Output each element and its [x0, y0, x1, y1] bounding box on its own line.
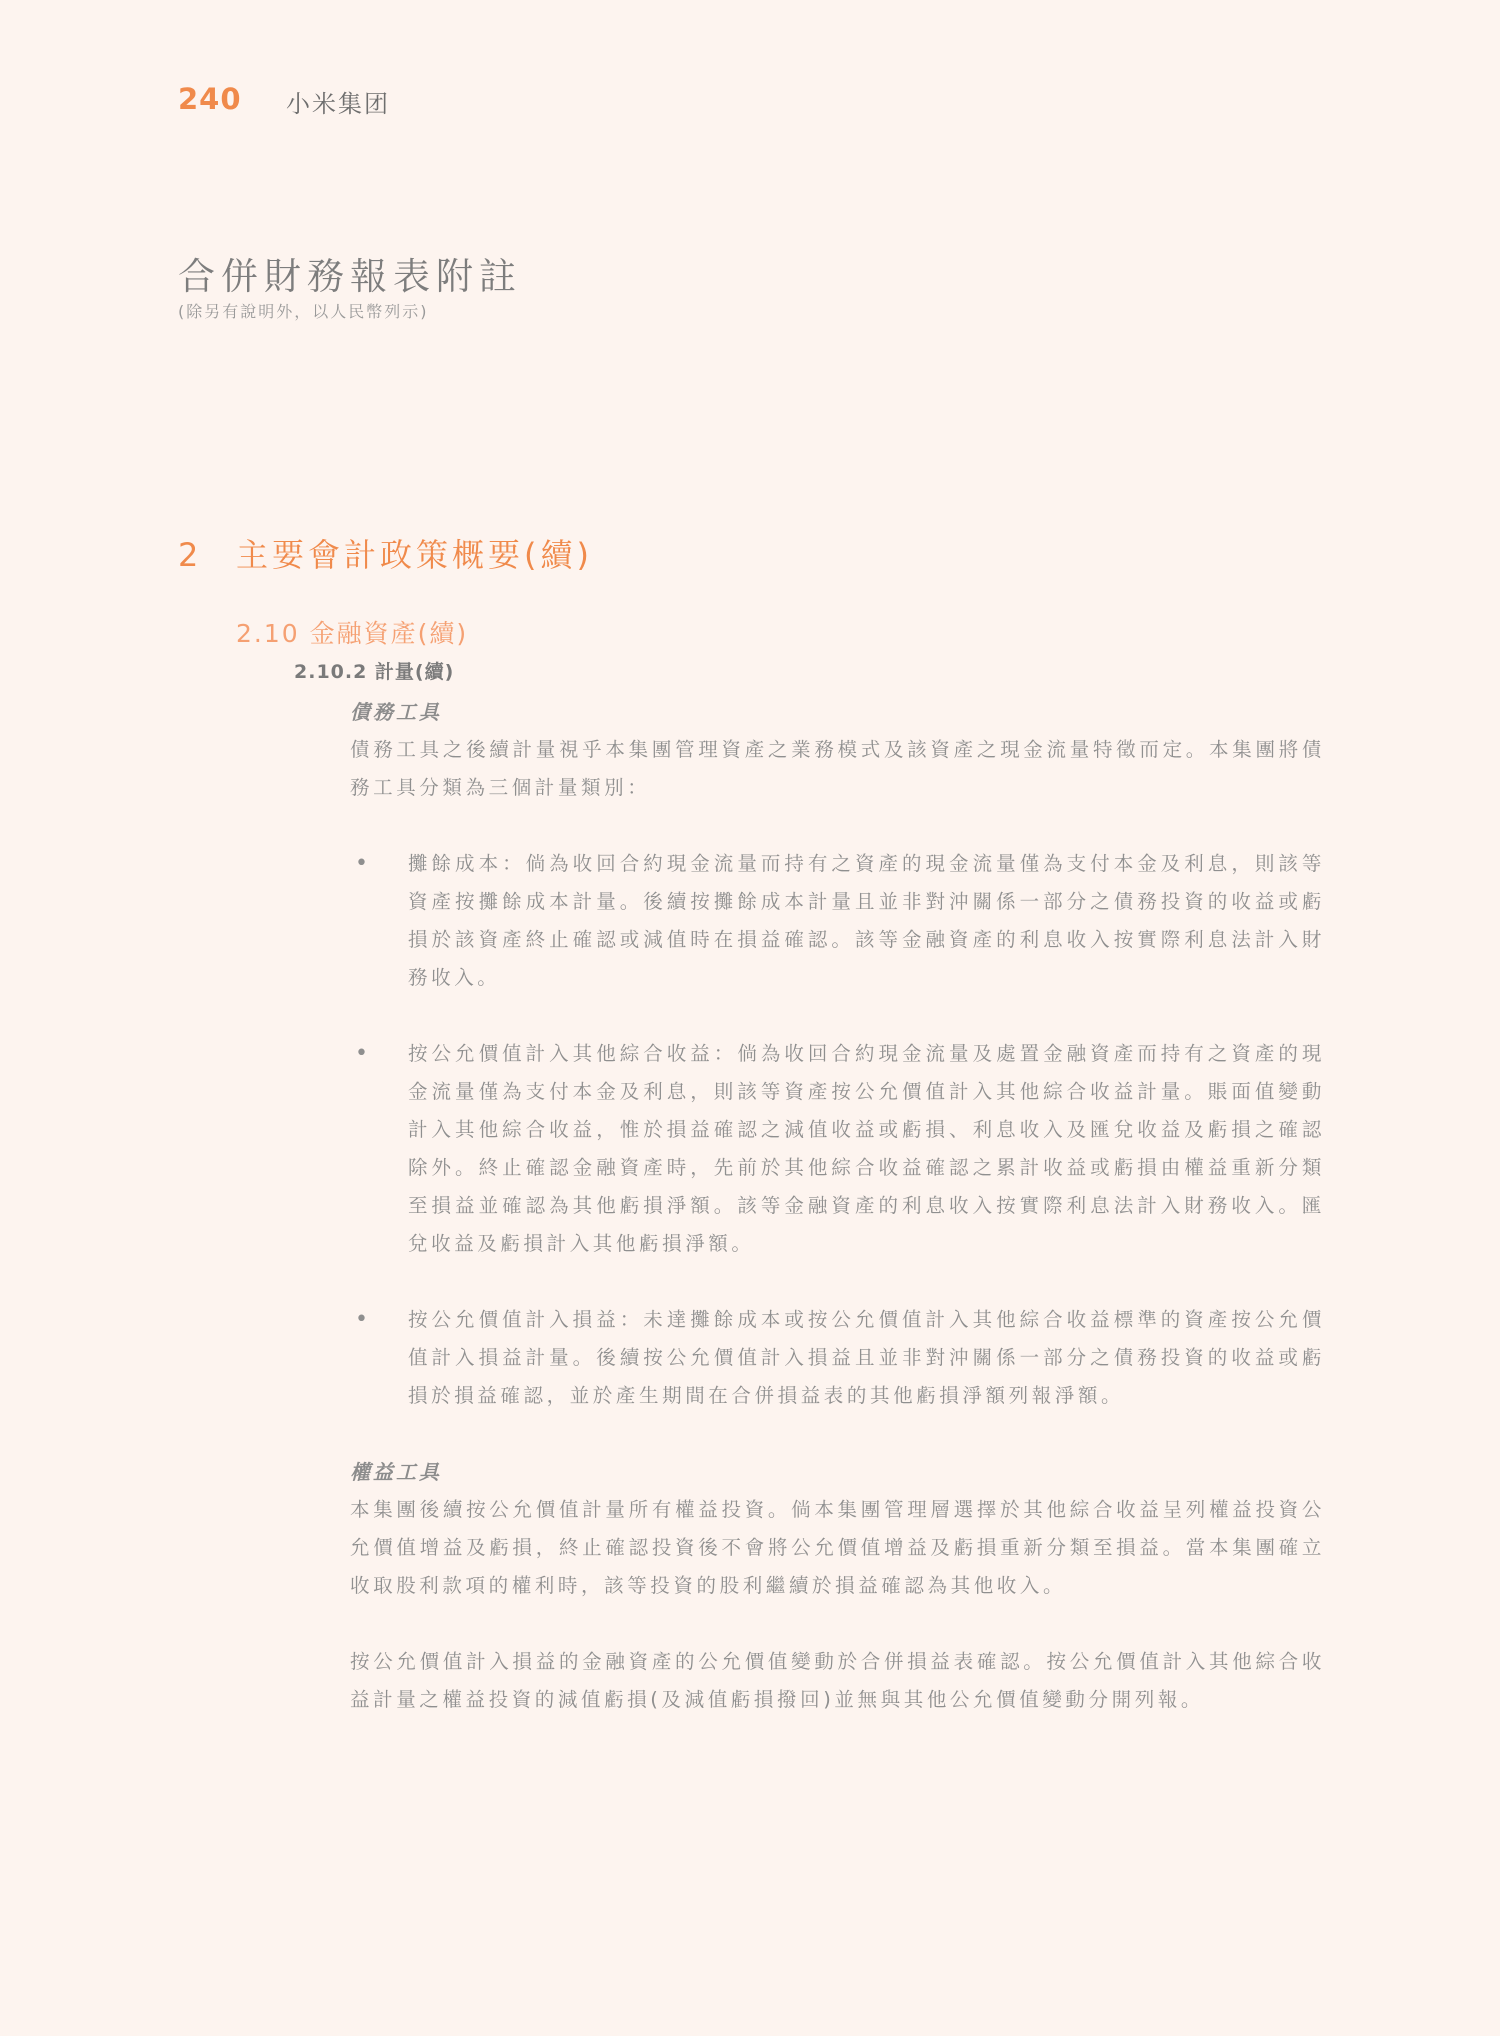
bullet-icon: • [355, 1041, 368, 1066]
content-body [350, 693, 1325, 1719]
bullet-text: 按公允價值計入損益：未達攤餘成本或按公允價值計入其他綜合收益標準的資產按公允價值計入損益計量。後續按公允價值計入損益且並非對沖關係一部分之債務投資的收益或虧損於損益確認，並於產生期間在合併損益表的其他虧損淨額列報淨額。 [408, 1308, 1325, 1407]
subsection-heading: 2.10 金融資產(續) [236, 619, 469, 648]
debt-instruments-heading: 債務工具 [350, 700, 442, 724]
bullet-icon: • [355, 851, 368, 876]
subsubsection-heading: 2.10.2 計量(續) [294, 661, 455, 683]
list-item [350, 1301, 1325, 1415]
equity-instruments-paragraph-2: 按公允價值計入損益的金融資產的公允價值變動於合併損益表確認。按公允價值計入其他綜合收益計量之權益投資的減值虧損(及減值虧損撥回)並無與其他公允價值變動分開列報。 [350, 1650, 1325, 1711]
section-number: 2 [178, 536, 203, 574]
debt-instruments-list [350, 845, 1325, 1415]
equity-instruments-heading: 權益工具 [350, 1460, 442, 1484]
section-title: 主要會計政策概要(續) [236, 536, 593, 574]
page-number: 240 [178, 82, 242, 116]
debt-instruments-intro: 債務工具之後續計量視乎本集團管理資產之業務模式及該資產之現金流量特徵而定。本集團將債務工具分類為三個計量類別： [350, 738, 1325, 799]
bullet-icon: • [355, 1307, 368, 1332]
equity-instruments-paragraph-1: 本集團後續按公允價值計量所有權益投資。倘本集團管理層選擇於其他綜合收益呈列權益投資公允價值增益及虧損，終止確認投資後不會將公允價值增益及虧損重新分類至損益。當本集團確立收取股利款項的權利時，該等投資的股利繼續於損益確認為其他收入。 [350, 1498, 1325, 1597]
bullet-text: 攤餘成本：倘為收回合約現金流量而持有之資產的現金流量僅為支付本金及利息，則該等資產按攤餘成本計量。後續按攤餘成本計量且並非對沖關係一部分之債務投資的收益或虧損於該資產終止確認或減值時在損益確認。該等金融資產的利息收入按實際利息法計入財務收入。 [408, 852, 1325, 989]
document-title: 合併財務報表附註 [178, 255, 522, 298]
section-heading [178, 530, 593, 576]
list-item [350, 845, 1325, 997]
document-subtitle: (除另有說明外，以人民幣列示) [178, 302, 429, 321]
bullet-text: 按公允價值計入其他綜合收益：倘為收回合約現金流量及處置金融資產而持有之資產的現金流量僅為支付本金及利息，則該等資產按公允價值計入其他綜合收益計量。賬面值變動計入其他綜合收益，惟於損益確認之減值收益或虧損、利息收入及匯兌收益及虧損之確認除外。終止確認金融資產時，先前於其他綜合收益確認之累計收益或虧損由權益重新分類至損益並確認為其他虧損淨額。該等金融資產的利息收入按實際利息法計入財務收入。匯兌收益及虧損計入其他虧損淨額。 [408, 1042, 1325, 1255]
company-name: 小米集团 [286, 90, 390, 118]
list-item [350, 1035, 1325, 1263]
